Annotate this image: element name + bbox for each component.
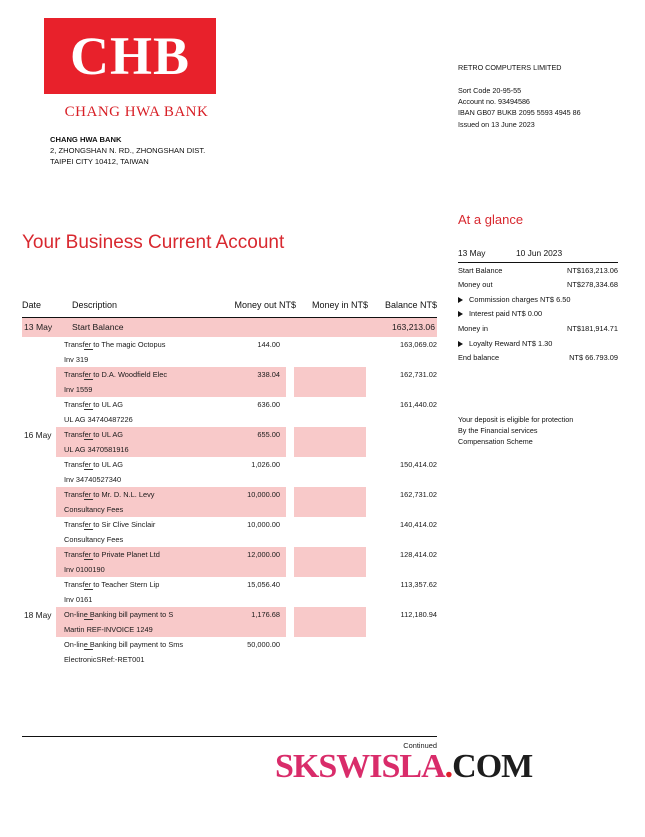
- start-balance-row: [22, 318, 437, 337]
- row-money-in: [294, 397, 366, 412]
- customer-sort-code: Sort Code 20-95-55: [458, 86, 522, 96]
- row-balance: 113,357.62: [400, 580, 437, 589]
- glance-row-label: Money in: [458, 324, 488, 333]
- row-balance: 163,069.02: [400, 340, 437, 349]
- triangle-bullet-icon: [458, 297, 463, 303]
- glance-row: [458, 351, 618, 366]
- protection-note: [458, 414, 618, 447]
- row-money-out: 15,056.40: [206, 577, 286, 592]
- bank-logo-text: CHB: [69, 26, 191, 86]
- table-row: [22, 637, 437, 667]
- row-money-in: [294, 367, 366, 382]
- customer-account-no: Account no. 93494586: [458, 97, 530, 107]
- glance-date-range: [458, 248, 618, 262]
- glance-row-value: NT$ 66.793.09: [569, 353, 618, 363]
- col-header-money-out: Money out NT$: [234, 300, 296, 310]
- row-money-out: 636.00: [206, 397, 286, 412]
- row-balance: 161,440.02: [400, 400, 437, 409]
- table-row: [22, 367, 437, 397]
- row-dash-marker: [84, 559, 93, 560]
- row-dash-marker: [84, 469, 93, 470]
- row-reference: Inv 1559: [56, 382, 206, 397]
- col-header-description: Description: [72, 300, 118, 310]
- customer-iban: IBAN GB07 BUKB 2095 5593 4945 86: [458, 108, 581, 118]
- row-money-out: 50,000.00: [206, 637, 286, 652]
- row-balance: 112,180.94: [400, 610, 437, 619]
- row-balance: 162,731.02: [400, 490, 437, 499]
- row-description: Transfer to Private Planet Ltd: [56, 547, 206, 562]
- row-money-out: 10,000.00: [206, 487, 286, 502]
- col-header-money-in: Money in NT$: [311, 300, 368, 310]
- row-description: Transfer to UL AG: [56, 457, 206, 472]
- protection-note-line2: By the Financial services: [458, 426, 538, 436]
- bank-address-name: CHANG HWA BANK: [50, 135, 122, 144]
- row-balance: [374, 427, 437, 442]
- row-money-out: 10,000.00: [206, 517, 286, 532]
- col-header-date: Date: [22, 300, 42, 310]
- glance-rows: [458, 262, 618, 365]
- glance-row: [458, 292, 618, 307]
- row-date: [22, 517, 56, 532]
- row-dash-marker: [84, 649, 93, 650]
- glance-row-label: End balance: [458, 353, 500, 363]
- row-money-in: [294, 457, 366, 472]
- glance-row-label: Interest paid NT$ 0.00: [458, 309, 542, 319]
- row-reference: Inv 0161: [56, 592, 206, 607]
- table-row: [22, 457, 437, 487]
- watermark-dot: .: [444, 748, 453, 785]
- start-balance-label: Start Balance: [72, 322, 124, 332]
- row-money-in: [294, 577, 366, 592]
- glance-row: [458, 262, 618, 278]
- glance-row: [458, 278, 618, 293]
- bank-logo: [44, 18, 216, 94]
- glance-row-value: NT$181,914.71: [567, 324, 618, 333]
- row-date: [22, 397, 56, 412]
- row-reference: Consultancy Fees: [56, 532, 206, 547]
- customer-name: RETRO COMPUTERS LIMITED: [458, 63, 562, 72]
- row-date: 18 May: [24, 610, 52, 620]
- bank-address: [50, 134, 205, 167]
- at-a-glance-title: At a glance: [458, 212, 524, 227]
- glance-row: [458, 322, 618, 337]
- glance-row-label: Commission charges NT$ 6.50: [458, 295, 570, 305]
- protection-note-line3: Compensation Scheme: [458, 437, 533, 447]
- row-dash-marker: [84, 529, 93, 530]
- row-reference: UL AG 34740487226: [56, 412, 206, 427]
- row-money-out: 12,000.00: [206, 547, 286, 562]
- row-money-in: [294, 337, 366, 352]
- glance-row: [458, 336, 618, 351]
- row-date: [22, 577, 56, 592]
- glance-row: [458, 307, 618, 322]
- row-description: Transfer to Sir Clive Sinclair: [56, 517, 206, 532]
- row-dash-marker: [84, 619, 93, 620]
- bank-address-line2: TAIPEI CITY 10412, TAIWAN: [50, 157, 149, 166]
- watermark-main: SKSWISLA: [275, 748, 445, 785]
- glance-date-to: 10 Jun 2023: [516, 248, 563, 258]
- table-header-row: [22, 300, 437, 318]
- customer-details: [458, 62, 581, 130]
- glance-row-label: Money out: [458, 280, 493, 290]
- row-dash-marker: [84, 379, 93, 380]
- transactions-table: [22, 300, 437, 667]
- row-description: Transfer to UL AG: [56, 397, 206, 412]
- triangle-bullet-icon: [458, 311, 463, 317]
- row-description: On-line Banking bill payment to Sms: [56, 637, 206, 652]
- row-money-in: [294, 517, 366, 532]
- row-dash-marker: [84, 499, 93, 500]
- row-balance: 162,731.02: [400, 370, 437, 379]
- start-balance-amount: 163,213.06: [391, 322, 435, 332]
- table-row: [22, 397, 437, 427]
- row-money-in: [294, 427, 366, 442]
- row-date: [22, 367, 56, 382]
- row-money-in: [294, 487, 366, 502]
- transaction-rows: [22, 337, 437, 667]
- row-balance: 140,414.02: [400, 520, 437, 529]
- continued-label: Continued: [22, 736, 437, 750]
- row-dash-marker: [84, 409, 93, 410]
- table-row: [22, 517, 437, 547]
- row-date: [22, 547, 56, 562]
- watermark-com: COM: [452, 748, 533, 785]
- row-reference: ElectronicSRef:-RET001: [56, 652, 206, 667]
- row-description: Transfer to The magic Octopus: [56, 337, 206, 352]
- row-description: On-line Banking bill payment to S: [56, 607, 206, 622]
- bank-address-line1: 2, ZHONGSHAN N. RD., ZHONGSHAN DIST.: [50, 146, 206, 155]
- glance-row-label: Start Balance: [458, 265, 503, 275]
- row-reference: UL AG 3470581916: [56, 442, 206, 457]
- row-description: Transfer to Teacher Stern Lip: [56, 577, 206, 592]
- table-row: [22, 337, 437, 367]
- row-balance: 128,414.02: [400, 550, 437, 559]
- statement-issued-date: Issued on 13 June 2023: [458, 119, 535, 129]
- glance-date-from: 13 May: [458, 248, 486, 258]
- row-date: 16 May: [24, 430, 52, 440]
- at-a-glance-panel: [458, 248, 618, 365]
- glance-row-value: NT$163,213.06: [567, 265, 618, 275]
- row-reference: Consultancy Fees: [56, 502, 206, 517]
- row-reference: Inv 319: [56, 352, 206, 367]
- row-dash-marker: [84, 439, 93, 440]
- row-dash-marker: [84, 589, 93, 590]
- row-reference: Inv 0100190: [56, 562, 206, 577]
- row-date: [22, 487, 56, 502]
- row-dash-marker: [84, 349, 93, 350]
- row-money-in: [294, 547, 366, 562]
- row-date: [22, 337, 56, 352]
- watermark: [275, 748, 532, 786]
- table-row: [22, 547, 437, 577]
- table-row: [22, 487, 437, 517]
- protection-note-line1: Your deposit is eligible for protection: [458, 415, 574, 424]
- row-money-in: [294, 637, 366, 652]
- row-description: Transfer to D.A. Woodfield Elec: [56, 367, 206, 382]
- row-description: Transfer to UL AG: [56, 427, 206, 442]
- table-row: [22, 577, 437, 607]
- row-description: Transfer to Mr. D. N.L. Levy: [56, 487, 206, 502]
- row-money-out: 655.00: [206, 427, 286, 442]
- row-date: [22, 637, 56, 652]
- table-row: [22, 607, 437, 637]
- row-money-out: 338.04: [206, 367, 286, 382]
- table-row: [22, 427, 437, 457]
- row-money-out: 1,176.68: [206, 607, 286, 622]
- col-header-balance: Balance NT$: [384, 300, 437, 310]
- row-balance: 150,414.02: [400, 460, 437, 469]
- row-date: [22, 457, 56, 472]
- page-title: Your Business Current Account: [22, 232, 285, 253]
- row-reference: Martin REF-INVOICE 1249: [56, 622, 206, 637]
- row-balance: [374, 637, 437, 652]
- glance-row-value: NT$278,334.68: [567, 280, 618, 290]
- bank-logo-caption: CHANG HWA BANK: [64, 104, 209, 120]
- row-reference: Inv 34740527340: [56, 472, 206, 487]
- row-money-out: 1,026.00: [206, 457, 286, 472]
- glance-row-label: Loyalty Reward NT$ 1.30: [458, 339, 552, 349]
- start-balance-date: 13 May: [24, 322, 53, 332]
- row-money-out: 144.00: [206, 337, 286, 352]
- triangle-bullet-icon: [458, 341, 463, 347]
- row-money-in: [294, 607, 366, 622]
